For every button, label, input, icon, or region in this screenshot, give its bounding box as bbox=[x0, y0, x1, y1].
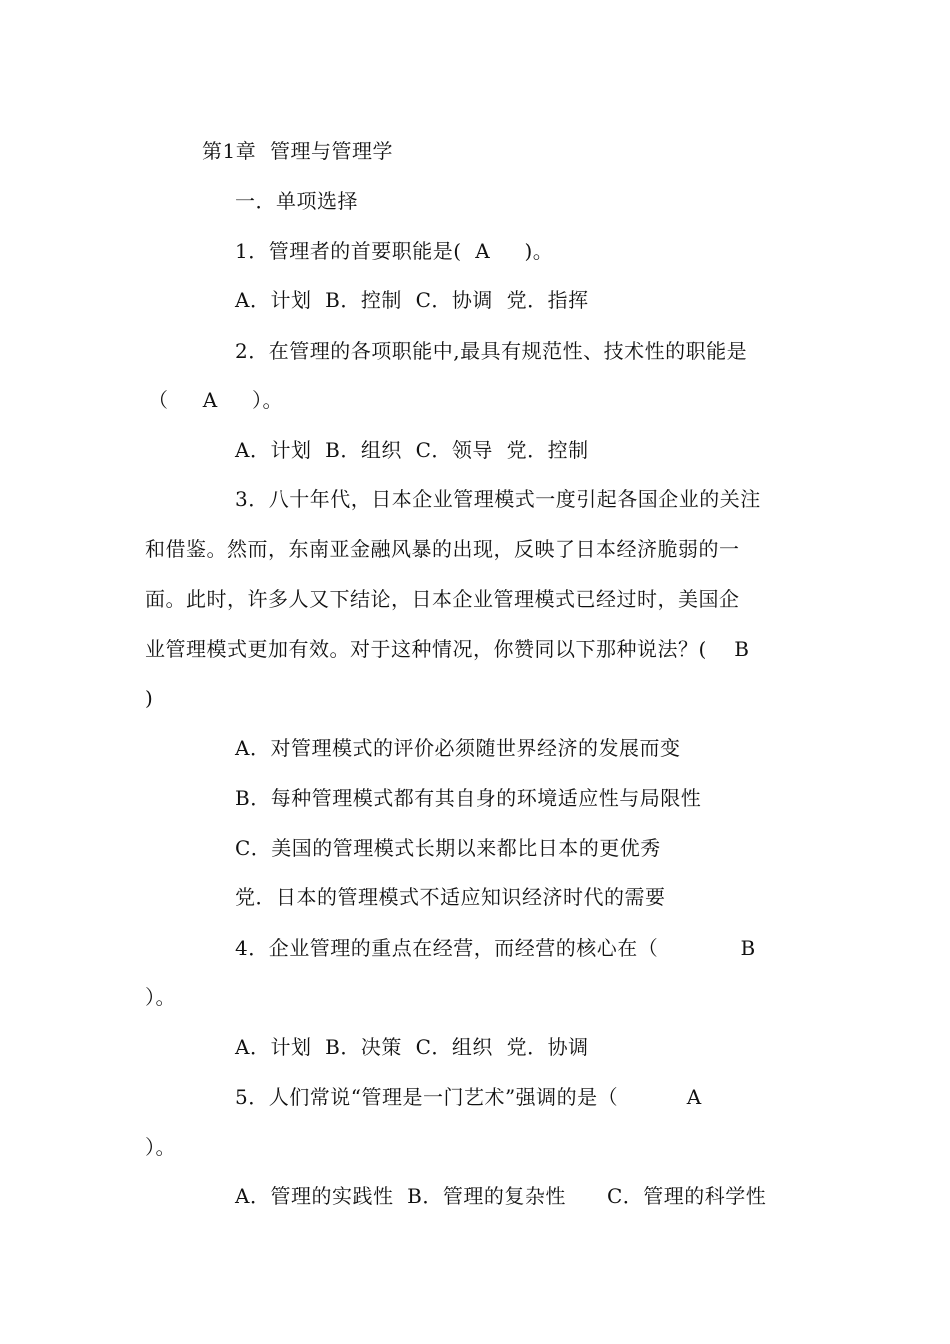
question-3-option-a: A．对管理模式的评价必须随世界经济的发展而变 bbox=[235, 736, 681, 760]
question-3-stem-line-3: 面。此时，许多人又下结论，日本企业管理模式已经过时，美国企 bbox=[145, 587, 740, 611]
question-2-stem-line-1: 2．在管理的各项职能中,最具有规范性、技术性的职能是 bbox=[235, 339, 748, 363]
question-2-stem-line-2: （ A ）。 bbox=[148, 388, 284, 412]
question-3-option-b: B．每种管理模式都有其自身的环境适应性与局限性 bbox=[235, 786, 702, 810]
chapter-title: 第1章 管理与管理学 bbox=[202, 139, 393, 163]
question-5-stem-line-1: 5．人们常说“管理是一门艺术”强调的是（ A bbox=[235, 1085, 702, 1109]
question-4-stem-line-1: 4．企业管理的重点在经营，而经营的核心在（ B bbox=[235, 936, 756, 960]
question-3-stem-line-5: ) bbox=[145, 686, 154, 710]
question-3-stem-line-2: 和借鉴。然而，东南亚金融风暴的出现，反映了日本经济脆弱的一 bbox=[145, 537, 740, 561]
question-2-options: A．计划 B．组织 C．领导 党．控制 bbox=[235, 438, 589, 462]
question-4-stem-line-2: ）。 bbox=[145, 985, 176, 1009]
question-1-stem: 1．管理者的首要职能是( A )。 bbox=[235, 239, 554, 263]
question-3-stem-line-1: 3．八十年代，日本企业管理模式一度引起各国企业的关注 bbox=[235, 487, 761, 511]
question-5-options: A．管理的实践性 B．管理的复杂性 C．管理的科学性 bbox=[235, 1184, 767, 1208]
question-3-stem-line-4: 业管理模式更加有效。对于这种情况，你赞同以下那种说法？( B bbox=[145, 637, 750, 661]
question-3-option-d: 党．日本的管理模式不适应知识经济时代的需要 bbox=[235, 885, 666, 909]
question-3-option-c: C．美国的管理模式长期以来都比日本的更优秀 bbox=[235, 836, 661, 860]
question-4-options: A．计划 B．决策 C．组织 党．协调 bbox=[235, 1035, 589, 1059]
section-title: 一．单项选择 bbox=[235, 189, 358, 213]
question-5-stem-line-2: ）。 bbox=[145, 1135, 176, 1159]
question-1-options: A．计划 B．控制 C．协调 党．指挥 bbox=[235, 288, 589, 312]
